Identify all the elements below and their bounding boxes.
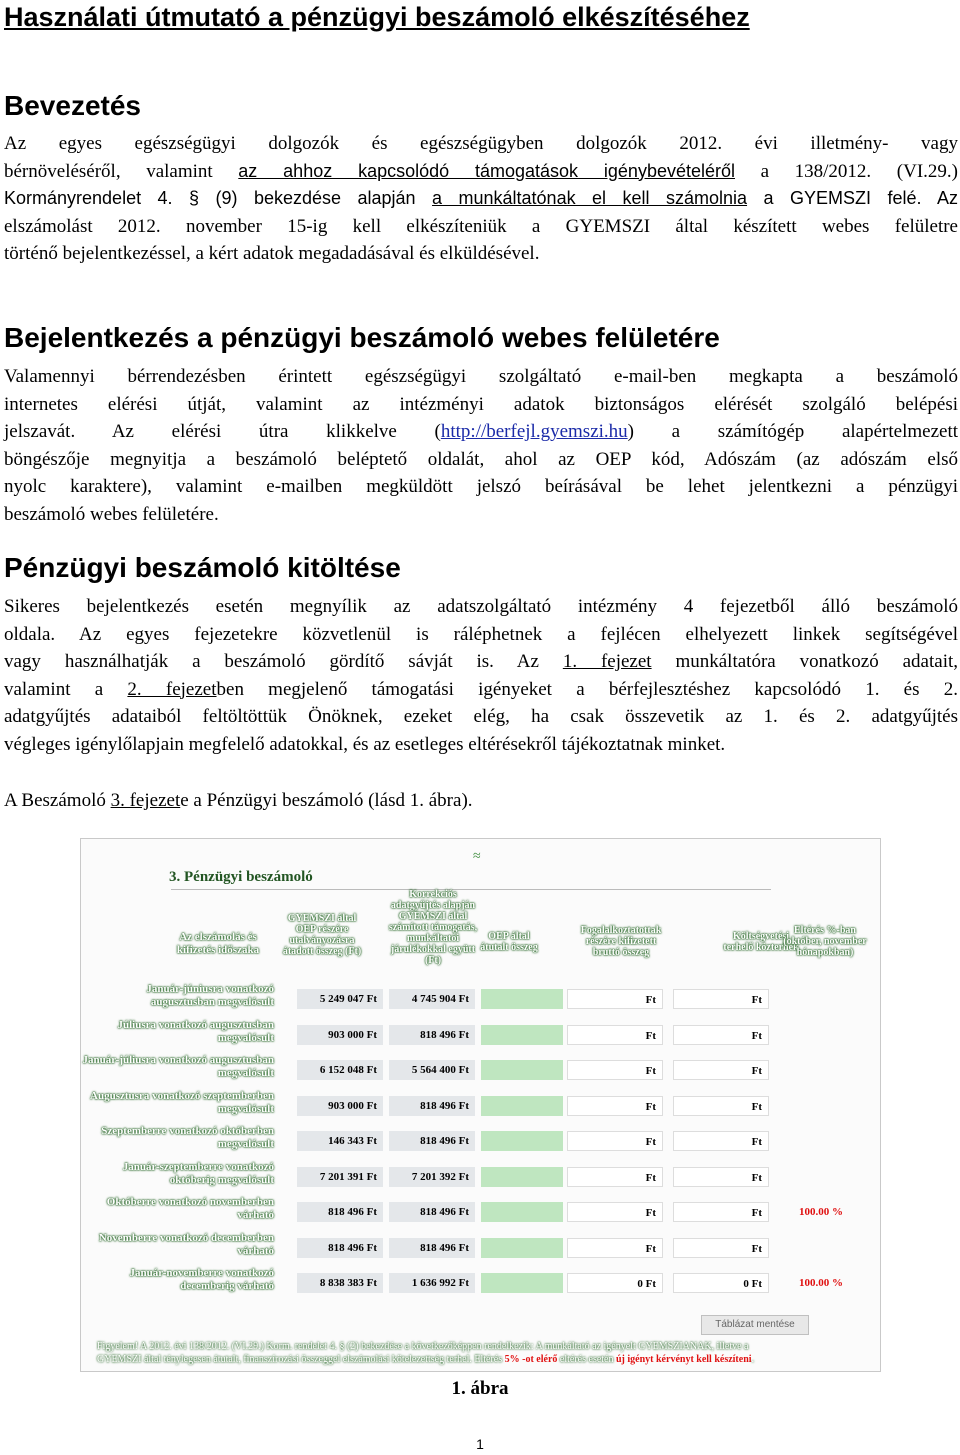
amount-input[interactable]: 0 Ft <box>567 1273 663 1293</box>
deviation-percent <box>779 1131 849 1151</box>
amount-input[interactable]: Ft <box>673 1167 769 1187</box>
text-line: nyolc karaktere), valamint e-mailben megküldött jelszó beírásával be lehet jelentkezni a pénzügyi <box>4 476 958 497</box>
save-table-button[interactable]: Táblázat mentése <box>701 1315 809 1335</box>
amount-cell: 903 000 Ft <box>297 1025 383 1045</box>
deviation-percent <box>779 1025 849 1045</box>
amount-input[interactable]: Ft <box>673 1131 769 1151</box>
amount-cell: 903 000 Ft <box>297 1096 383 1116</box>
row-label: Január-júliusra vonatkozó augusztusban megvalósult <box>82 1054 274 1079</box>
text-line: böngészője megnyitja a beszámoló beléptető oldalát, ahol az OEP kód, Adószám (az adószám első <box>4 448 958 470</box>
amount-input[interactable]: Ft <box>673 1025 769 1045</box>
amount-input[interactable]: Ft <box>567 989 663 1009</box>
column-header: Fogalalkoztatottak részére kifizetett bruttó összeg <box>580 925 662 958</box>
amount-cell: 818 496 Ft <box>297 1202 383 1222</box>
amount-cell: 818 496 Ft <box>389 1131 475 1151</box>
chapter1-link[interactable]: 1. fejezet <box>562 651 652 672</box>
column-header: Eltérés %-ban (október, november hónapokban) <box>783 925 867 958</box>
text-line: végleges igénylőlapjain megfelelő adatokkal, és az esetleges eltérésekről tájékoztatnak minket. <box>4 733 726 755</box>
amount-input[interactable]: 0 Ft <box>673 1273 769 1293</box>
collapse-chevron-icon[interactable]: ≈ <box>473 849 481 864</box>
figure-caption: 1. ábra <box>451 1378 509 1399</box>
amount-cell: 6 152 048 Ft <box>297 1060 383 1080</box>
fill-paragraph <box>4 593 958 758</box>
amount-cell: 5 564 400 Ft <box>389 1060 475 1080</box>
figure-section-title: 3. Pénzügyi beszámoló <box>169 869 313 885</box>
page-number: 1 <box>476 1436 484 1452</box>
row-label: Augusztusra vonatkozó szeptemberben megvalósult <box>90 1089 274 1115</box>
login-paragraph <box>4 363 958 528</box>
row-label: Szeptemberre vonatkozó októberben megvalósult <box>101 1125 274 1150</box>
amount-input[interactable]: Ft <box>567 1096 663 1116</box>
chapter2-link[interactable]: 2. fejezet <box>127 678 217 700</box>
row-label: Január-szeptemberre vonatkozó októberig megvalósult <box>122 1160 274 1186</box>
amount-cell: 7 201 392 Ft <box>389 1167 475 1187</box>
amount-input[interactable]: Ft <box>673 1096 769 1116</box>
text-line: Sikeres bejelentkezés esetén megnyílik az adatszolgáltató intézmény 4 fejezetből álló beszámoló <box>4 596 958 617</box>
row-label: Novemberre vonatkozó decemberben várható <box>98 1231 274 1257</box>
heading-intro: Bevezetés <box>4 90 141 121</box>
amount-input[interactable]: Ft <box>567 1238 663 1258</box>
deviation-percent <box>779 1060 849 1080</box>
column-header: Az elszámolás és kifizetés időszaka <box>176 931 260 956</box>
amount-cell: 818 496 Ft <box>389 1238 475 1258</box>
text-line: Kormányrendelet 4. § (9) bekezdése alapján a munkáltatónak el kell számolnia a GYEMSZI felé. Az <box>4 188 958 208</box>
oep-transfer-cell <box>481 1025 563 1045</box>
deviation-percent: 100.00 % <box>799 1206 843 1218</box>
oep-transfer-cell <box>481 1096 563 1116</box>
column-header: Költségvetési terhelő közterhek <box>723 931 799 953</box>
amount-input[interactable]: Ft <box>673 989 769 1009</box>
heading-login: Bejelentkezés a pénzügyi beszámoló webes felületére <box>4 322 720 353</box>
amount-cell: 4 745 904 Ft <box>389 989 475 1009</box>
oep-transfer-cell <box>481 1273 563 1293</box>
oep-transfer-cell <box>481 1238 563 1258</box>
figure-screenshot <box>80 838 881 1372</box>
deviation-percent <box>779 1167 849 1187</box>
amount-input[interactable]: Ft <box>567 1167 663 1187</box>
amount-cell: 1 636 992 Ft <box>389 1273 475 1293</box>
amount-cell: 818 496 Ft <box>389 1025 475 1045</box>
amount-cell: 146 343 Ft <box>297 1131 383 1151</box>
row-label: Júliusra vonatkozó augusztusban megvalósult <box>117 1018 274 1044</box>
text-line: Valamennyi bérrendezésben érintett egészségügyi szolgáltató e-mail-ben megkapta a beszámoló <box>4 366 958 387</box>
column-header: Korrekciós adatgyűjtés alapján GYEMSZI által számított támogatás, munkáltatói járulékokkal együtt (Ft) <box>388 889 478 966</box>
text-line: adatgyűjtés adataiból feltöltöttük Önöknek, ezeket elég, ha csak összevetik az 1. és 2. adatgyűjtés <box>4 706 958 727</box>
warning-note: Figyelem! A 2012. évi 138/2012. (VI.29.) Korm. rendelet 4. § (2) bekezdése a következőképpen rendelkezik: A munkáltató az igényelt GYEMSZIANAK, illetve a <box>97 1341 749 1352</box>
amount-input[interactable]: Ft <box>567 1131 663 1151</box>
warning-note: GYEMSZI által ténylegesen átutalt, finanszírozási összeggel elszámolási kötelezettség terhel. Eltérés 5% -ot elérő eltérés esetén új igényt kérvényt kell készíteni. <box>97 1354 755 1365</box>
amount-input[interactable]: Ft <box>673 1060 769 1080</box>
amount-cell: 818 496 Ft <box>389 1096 475 1116</box>
text-line: oldala. Az egyes fejezetekre közvetlenül is ráléphetnek a fejlécen elhelyezett linkek segítségével <box>4 623 958 645</box>
deviation-percent <box>779 1096 849 1116</box>
column-header: OEP által átutalt összeg <box>480 931 538 953</box>
amount-input[interactable]: Ft <box>567 1202 663 1222</box>
text-line: internetes elérési útját, valamint az intézményi adatok biztonságos elérését szolgáló belépési <box>4 393 958 415</box>
text-line: vagy használhatják a beszámoló gördítő sávját is. Az 1. fejezet munkáltatóra vonatkozó adatait, <box>4 651 959 672</box>
amount-cell: 818 496 Ft <box>297 1238 383 1258</box>
amount-input[interactable]: Ft <box>567 1025 663 1045</box>
deviation-percent <box>779 1238 849 1258</box>
row-label: Októberre vonatkozó novemberben várható <box>106 1196 274 1221</box>
text-line: beszámoló webes felületére. <box>4 503 219 525</box>
intro-paragraph <box>4 130 958 268</box>
deviation-percent <box>779 989 849 1009</box>
login-url-link[interactable]: http://berfejl.gyemszi.hu <box>440 421 628 442</box>
row-label: Január-júniusra vonatkozó augusztusban megvalósult <box>146 983 274 1008</box>
text-line: elszámolást 2012. november 15-ig kell elkészíteniük a GYEMSZI által készített webes felületre <box>4 215 958 237</box>
column-header: GYEMSZI által OEP részére utalványozásra átadott összeg (Ft) <box>282 913 362 957</box>
amount-input[interactable]: Ft <box>567 1060 663 1080</box>
amount-input[interactable]: Ft <box>673 1238 769 1258</box>
oep-transfer-cell <box>481 989 563 1009</box>
amount-cell: 818 496 Ft <box>389 1202 475 1222</box>
amount-cell: 8 838 383 Ft <box>297 1273 383 1293</box>
deviation-percent: 100.00 % <box>799 1277 843 1289</box>
page-title: Használati útmutató a pénzügyi beszámoló elkészítéséhez <box>4 2 750 32</box>
text-line: jelszavát. Az elérési útra klikkelve (http://berfejl.gyemszi.hu) a számítógép alapértelmezett <box>4 421 959 442</box>
oep-transfer-cell <box>481 1060 563 1080</box>
amount-cell: 5 249 047 Ft <box>297 989 383 1009</box>
oep-transfer-cell <box>481 1131 563 1151</box>
oep-transfer-cell <box>481 1202 563 1222</box>
heading-fill: Pénzügyi beszámoló kitöltése <box>4 552 401 583</box>
text-line: valamint a 2. fejezetben megjelenő támogatási igényeket a bérfejlesztéshez kapcsolódó 1. és 2. <box>4 678 958 700</box>
oep-transfer-cell <box>481 1167 563 1187</box>
text-line: Az egyes egészségügyi dolgozók és egészségügyben dolgozók 2012. évi illetmény- vagy <box>4 133 958 154</box>
chapter3-link[interactable]: 3. fejezet <box>110 790 181 811</box>
figure-reference: A Beszámoló 3. fejezete a Pénzügyi beszámoló (lásd 1. ábra). <box>4 790 473 811</box>
row-label: Január-novemberre vonatkozó decemberig várható <box>129 1267 274 1292</box>
text-line: bérnöveléséről, valamint az ahhoz kapcsolódó támogatások igénybevételéről a 138/2012. (VI.29.) <box>4 160 958 182</box>
amount-input[interactable]: Ft <box>673 1202 769 1222</box>
amount-cell: 7 201 391 Ft <box>297 1167 383 1187</box>
text-line: történő bejelentkezéssel, a kért adatok megadadásával és elküldésével. <box>4 243 540 264</box>
